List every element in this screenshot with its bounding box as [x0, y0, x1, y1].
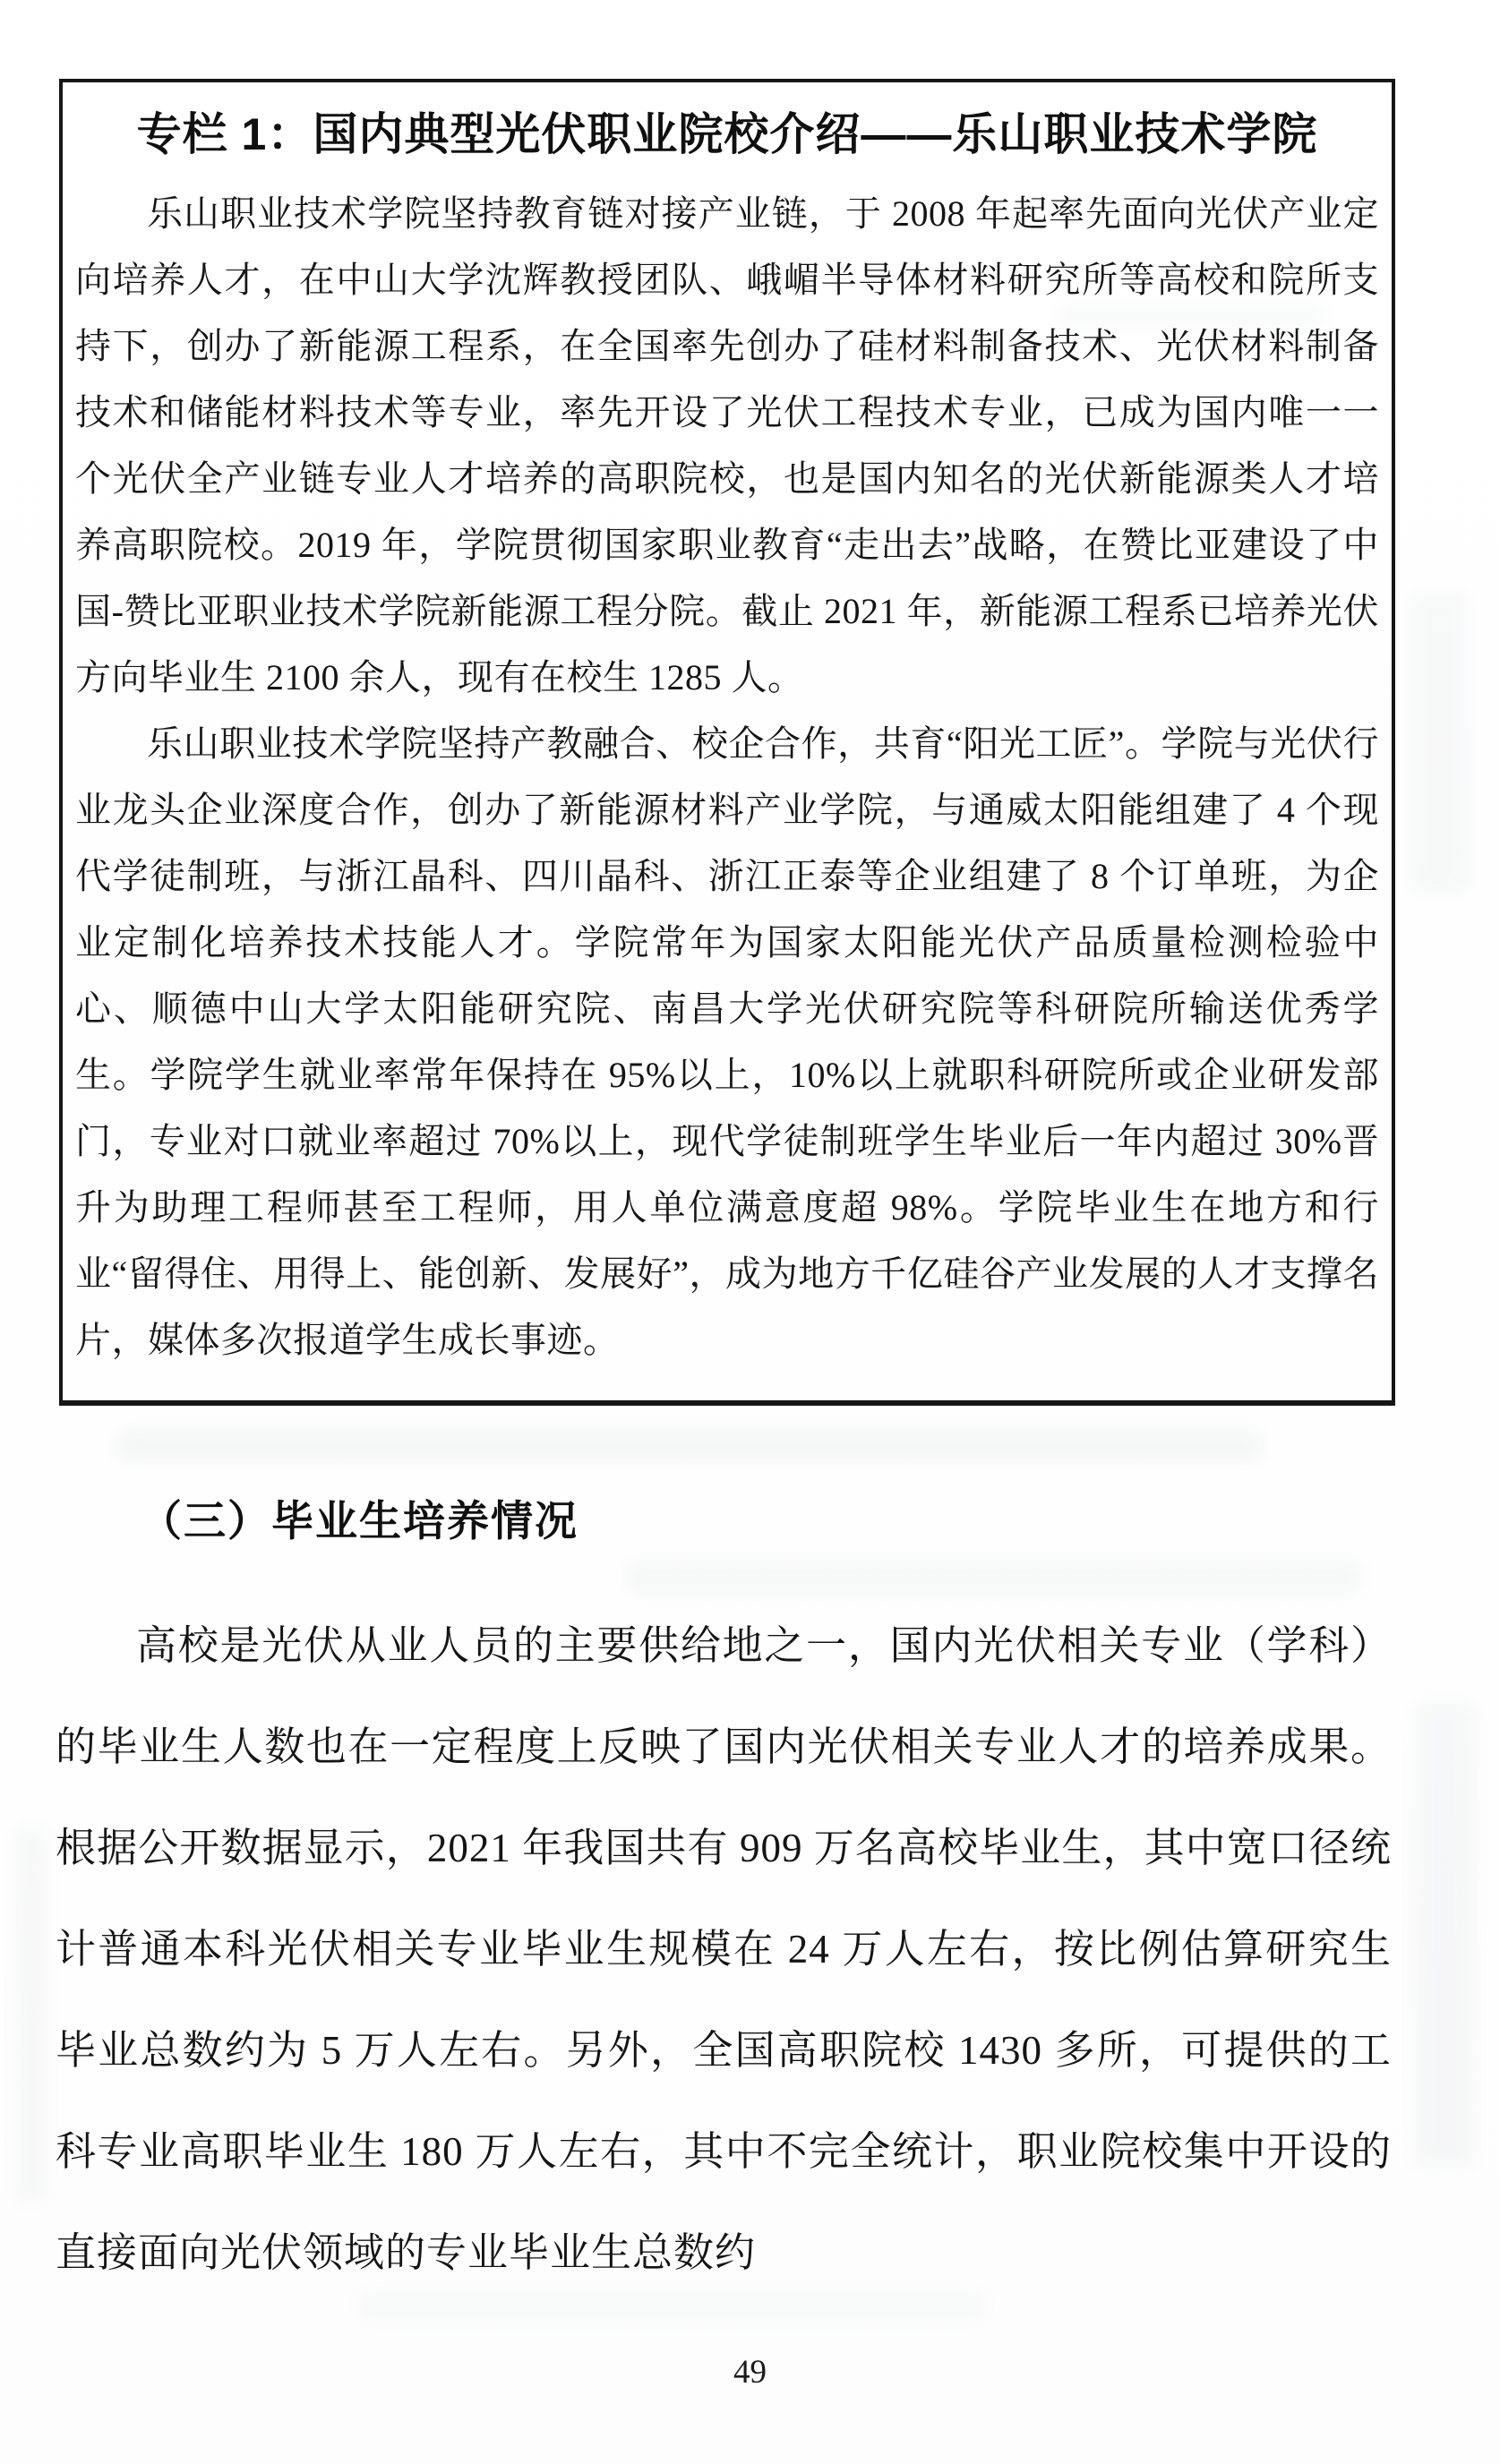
scan-artifact — [1415, 1701, 1474, 2167]
scan-artifact — [627, 1560, 1361, 1594]
callout-box-paragraph-2: 乐山职业技术学院坚持产教融合、校企合作，共育“阳光工匠”。学院与光伏行业龙头企业深度合作，创办了新能源材料产业学院，与通威太阳能组建了 4 个现代学徒制班，与浙江晶科、四川晶科、浙江正泰等企业组建了 8 个订单班，为企业定制化培养技术技能人才。学院常年为国家太阳能光伏产品质量检测检验中心、顺德中山大学太阳能研究院、南昌大学光伏研究院等科研院所输送优秀学生。学院学生就业率常年保持在 95%以上，10%以上就职科研院所或企业研发部门，专业对口就业率超过 70%以上，现代学徒制班学生毕业后一年内超过 30%晋升为助理工程师甚至工程师，用人单位满意度超 98%。学院毕业生在地方和行业“留得住、用得上、能创新、发展好”，成为地方千亿硅谷产业发展的人才支撑名片，媒体多次报道学生成长事迹。 — [75, 723, 1379, 1360]
callout-box-paragraph-1: 乐山职业技术学院坚持教育链对接产业链，于 2008 年起率先面向光伏产业定向培养人才，在中山大学沈辉教授团队、峨嵋半导体材料研究所等高校和院所支持下，创办了新能源工程系，在全国率先创办了硅材料制备技术、光伏材料制备技术和储能材料技术等专业，率先开设了光伏工程技术专业，已成为国内唯一一个光伏全产业链专业人才培养的高职院校，也是国内知名的光伏新能源类人才培养高职院校。2019 年，学院贯彻国家职业教育“走出去”战略，在赞比亚建设了中国-赞比亚职业技术学院新能源工程分院。截止 2021 年，新能源工程系已培养光伏方向毕业生 2100 余人，现有在校生 1285 人。 — [75, 193, 1379, 697]
page-number: 49 — [733, 2354, 767, 2391]
scan-artifact — [116, 1431, 1263, 1461]
scan-artifact — [1408, 591, 1470, 895]
body-paragraph: 高校是光伏从业人员的主要供给地之一，国内光伏相关专业（学科）的毕业生人数也在一定程度上反映了国内光伏相关专业人才的培养成果。根据公开数据显示，2021 年我国共有 909 万名高校毕业生，其中宽口径统计普通本科光伏相关专业毕业生规模在 24 万人左右，按比例估算研究生毕业总数约为 5 万人左右。另外，全国高职院校 1430 多所，可提供的工科专业高职毕业生 180 万人左右，其中不完全统计，职业院校集中开设的直接面向光伏领域的专业毕业生总数约 — [56, 1623, 1392, 2275]
section-heading: （三）毕业生培养情况 — [140, 1497, 579, 1544]
callout-box-title: 专栏 1：国内典型光伏职业院校介绍——乐山职业技术学院 — [136, 109, 1318, 159]
callout-box — [59, 79, 1395, 1406]
scan-artifact — [16, 1827, 47, 2203]
